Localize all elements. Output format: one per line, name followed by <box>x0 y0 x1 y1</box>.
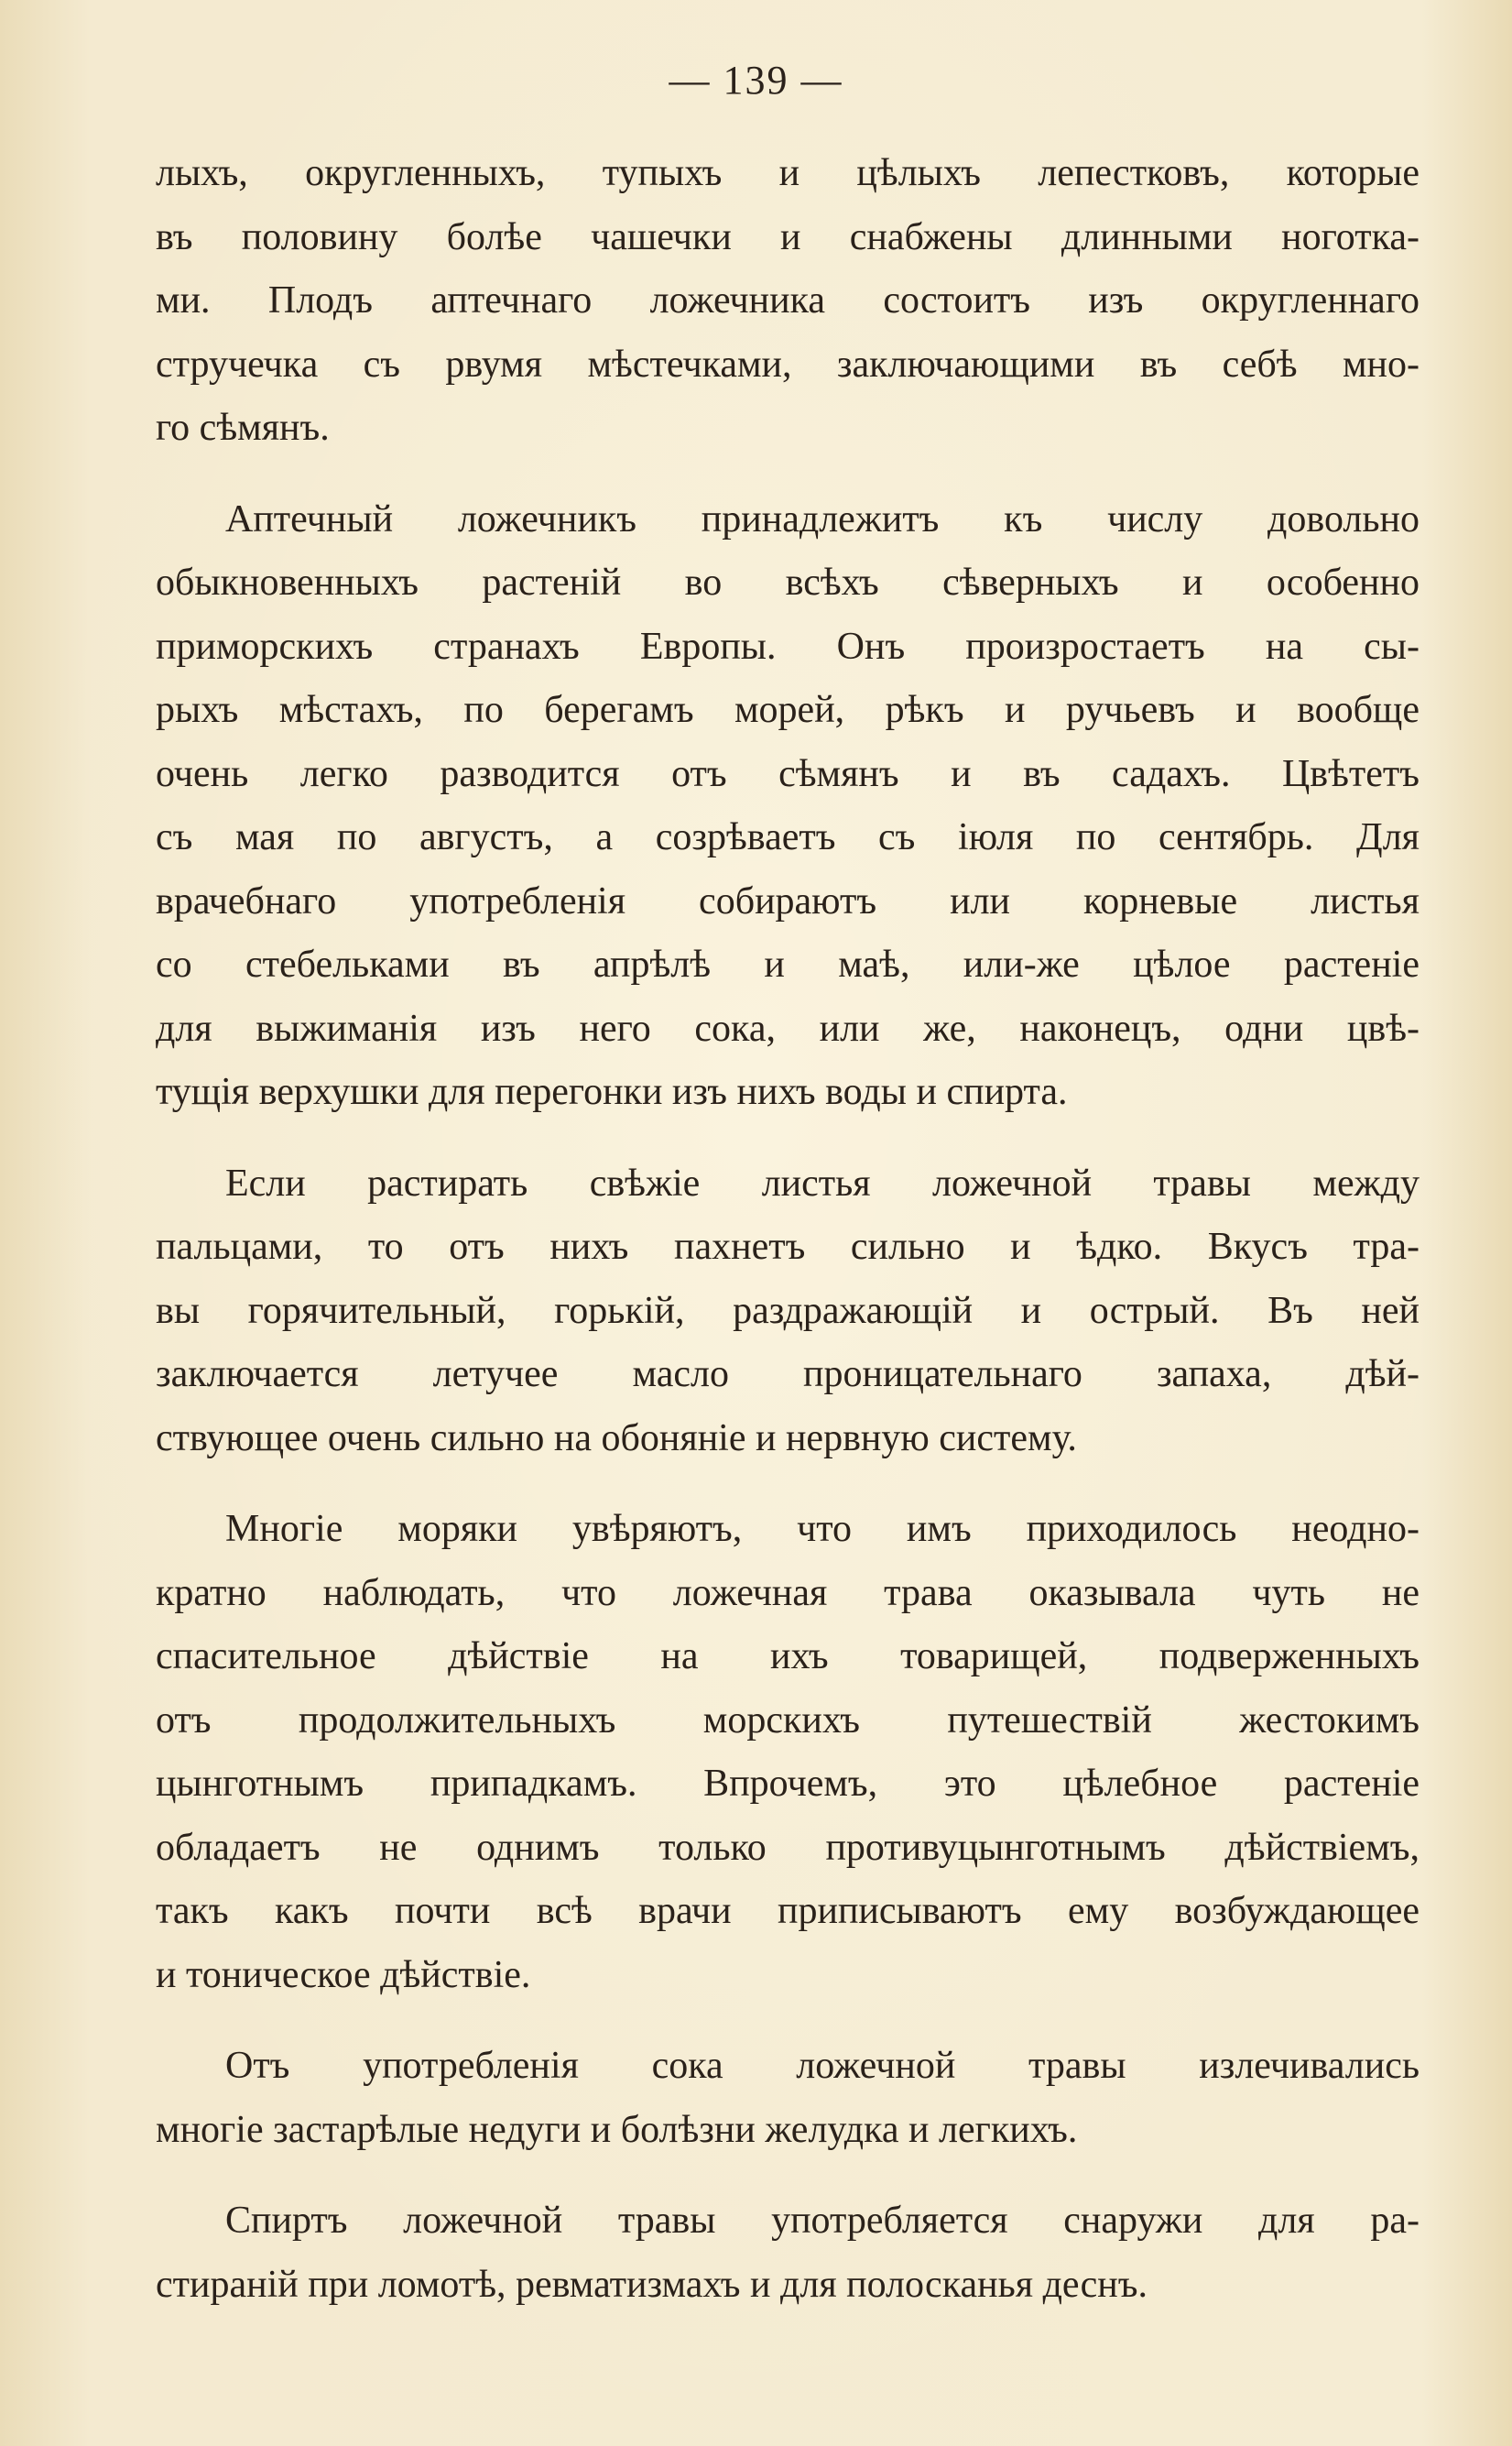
text-line: заключается летучее масло проницательнаго запаха, дѣй- <box>156 1353 1420 1395</box>
text-line: въ половину болѣе чашечки и снабжены длинными ноготка- <box>156 215 1420 258</box>
paragraph <box>156 1152 1420 1471</box>
text-line: врачебнаго употребленiя собираютъ или корневые листья <box>156 879 1420 923</box>
text-line: очень легко разводится отъ сѣмянъ и въ садахъ. Цвѣтетъ <box>156 752 1420 795</box>
text-line: отъ продолжительныхъ морскихъ путешествiй жестокимъ <box>156 1698 1420 1742</box>
text-line: для выжиманiя изъ него сока, или же, наконецъ, одни цвѣ- <box>156 1007 1420 1050</box>
paragraph <box>156 2035 1420 2162</box>
text-line: Многiе моряки увѣряютъ, что имъ приходилось неодно- <box>225 1508 1420 1550</box>
text-line: рыхъ мѣстахъ, по берегамъ морей, рѣкъ и ручьевъ и вообще <box>156 689 1420 731</box>
text-line: го сѣмянъ. <box>156 407 330 449</box>
text-line: Если растирать свѣжiе листья ложечной травы между <box>225 1162 1420 1205</box>
text-line: съ мая по августъ, а созрѣваетъ съ iюля по сентябрь. Для <box>156 816 1420 858</box>
text-line: пальцами, то отъ нихъ пахнетъ сильно и ѣдко. Вкусъ тра- <box>156 1226 1420 1268</box>
text-line: лыхъ, округленныхъ, тупыхъ и цѣлыхъ лепестковъ, которые <box>156 152 1420 194</box>
paragraph <box>156 2189 1420 2317</box>
text-line: спасительное дѣйствiе на ихъ товарищей, подверженныхъ <box>156 1635 1420 1677</box>
page-number: — 139 — <box>669 58 843 103</box>
paragraph <box>156 488 1420 1125</box>
text-line: стручечка съ рвумя мѣстечками, заключающими въ себѣ мно- <box>156 343 1420 386</box>
text-line: и тоническое дѣйствiе. <box>156 1953 531 1996</box>
text-line: Аптечный ложечникъ принадлежитъ къ числу довольно <box>225 497 1420 541</box>
text-line: многiе застарѣлые недуги и болѣзни желудка и легкихъ. <box>156 2108 1078 2151</box>
text-line: Спиртъ ложечной травы употребляется снаружи для ра- <box>225 2200 1420 2242</box>
text-line: со стебельками въ апрѣлѣ и маѣ, или-же цѣлое растенiе <box>156 944 1420 986</box>
paragraph <box>156 1498 1420 2007</box>
body-text <box>156 142 1420 2317</box>
text-line: обладаетъ не однимъ только противуцынготнымъ дѣйствiемъ, <box>156 1826 1420 1869</box>
text-line: ствующее очень сильно на обонянiе и нервную систему. <box>156 1416 1077 1459</box>
text-line: ми. Плодъ аптечнаго ложечника состоитъ изъ округленнаго <box>156 279 1420 322</box>
text-line: кратно наблюдать, что ложечная трава оказывала чуть не <box>156 1571 1420 1614</box>
text-line: цынготнымъ припадкамъ. Впрочемъ, это цѣлебное растенiе <box>156 1763 1420 1805</box>
text-line: тущiя верхушки для перегонки изъ нихъ воды и спирта. <box>156 1071 1068 1113</box>
text-line: вы горячительный, горькiй, раздражающiй и острый. Въ ней <box>156 1289 1420 1332</box>
text-line: приморскихъ странахъ Европы. Онъ произростаетъ на сы- <box>156 625 1420 668</box>
paragraph <box>156 142 1420 461</box>
text-line: стиранiй при ломотѣ, ревматизмахъ и для полосканья деснъ. <box>156 2263 1148 2306</box>
text-line: Отъ употребленiя сока ложечной травы излечивались <box>225 2045 1420 2087</box>
text-line: обыкновенныхъ растенiй во всѣхъ сѣверныхъ и особенно <box>156 562 1420 604</box>
text-line: такъ какъ почти всѣ врачи приписываютъ ему возбуждающее <box>156 1890 1420 1932</box>
